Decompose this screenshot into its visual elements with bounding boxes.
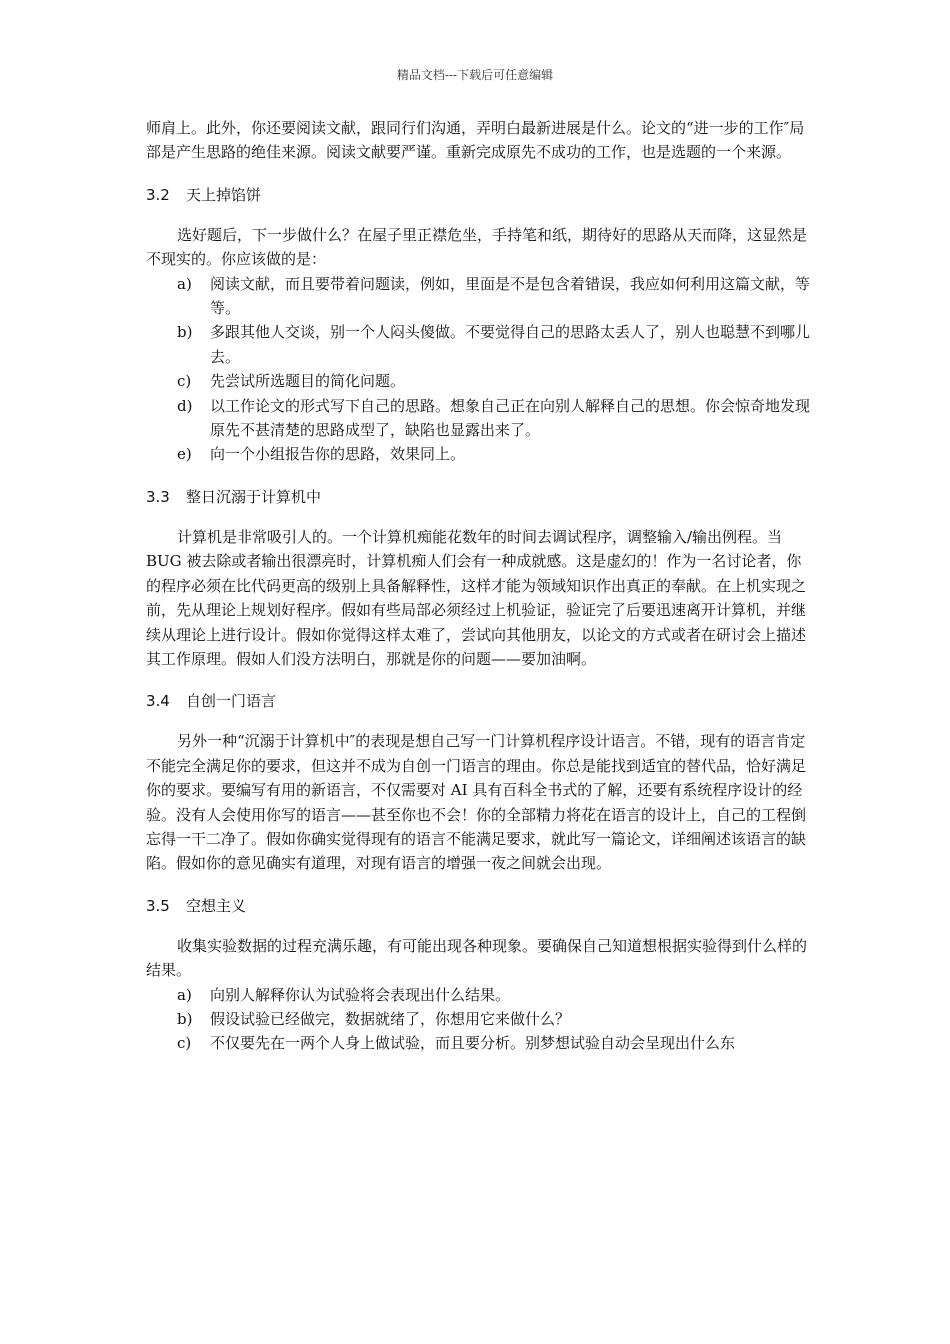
list-item-label: c): [177, 372, 192, 391]
list-item-text: 向一个小组报告你的思路，效果同上。: [210, 445, 466, 464]
list-item: [146, 1007, 810, 1031]
page-content: [146, 116, 810, 1056]
list-item: [146, 442, 810, 466]
list-item: [146, 272, 810, 321]
list-item-text: 多跟其他人交谈，别一个人闷头傻做。不要觉得自己的思路太丢人了，别人也聪慧不到哪儿去。: [210, 323, 811, 366]
list-item: [146, 394, 810, 443]
list-item: [146, 1031, 810, 1055]
section-title: 整日沉溺于计算机中: [186, 487, 322, 506]
list-item-label: a): [177, 274, 192, 293]
section-heading: [146, 183, 810, 207]
section-title: 自创一门语言: [186, 692, 277, 711]
section-heading: [146, 689, 810, 713]
intro-paragraph: 师肩上。此外，你还要阅读文献，跟同行们沟通，弄明白最新进展是什么。论文的“进一步的工作″局部是产生思路的绝佳来源。阅读文献要严谨。重新完成原先不成功的工作，也是选题的一个来源。: [146, 119, 805, 162]
section-list: [146, 983, 810, 1056]
section-title: 空想主义: [186, 896, 247, 915]
page-header: 精品文档---下载后可任意编辑: [396, 68, 554, 82]
list-item: [146, 983, 810, 1007]
section-number: 3.3: [146, 487, 170, 506]
section-paragraph: 收集实验数据的过程充满乐趣，有可能出现各种现象。要确保自己知道想根据实验得到什么样的结果。: [146, 936, 808, 980]
list-item-label: a): [177, 985, 192, 1004]
section-paragraph: 选好题后，下一步做什么？在屋子里正襟危坐，手持笔和纸，期待好的思路从天而降，这显然是不现实的。你应该做的是：: [146, 225, 808, 269]
section-number: 3.4: [146, 692, 170, 711]
list-item-text: 以工作论文的形式写下自己的思路。想象自己正在向别人解释自己的思想。你会惊奇地发现原先不甚清楚的思路成型了，缺陷也显露出来了。: [210, 396, 811, 440]
list-item-text: 向别人解释你认为试验将会表现出什么结果。: [210, 985, 511, 1004]
list-item: [146, 320, 810, 369]
list-item-label: e): [177, 445, 192, 464]
list-item-text: 假设试验已经做完，数据就绪了，你想用它来做什么？: [210, 1009, 571, 1028]
section-number: 3.5: [146, 896, 170, 915]
section-heading: [146, 485, 810, 509]
list-item-text: 不仅要先在一两个人身上做试验，而且要分析。别梦想试验自动会呈现出什么东: [210, 1034, 736, 1053]
list-item-label: b): [177, 323, 193, 342]
section-heading: [146, 894, 810, 918]
section-paragraph: 计算机是非常吸引人的。一个计算机痴能花数年的时间去调试程序，调整输入/输出例程。当 BUG 被去除或者输出很漂亮时，计算机痴人们会有一种成就感。这是虚幻的！作为一名讨论者，你的程序必须在比代码更高的级别上具备解释性，这样才能为领域知识作出真正的奉献。在上机实现之前，先从理论上规划好程序。假如有些局部必须经过上机验证，验证完了后要迅速离开计算机，并继续从理论上进行设计。假如你觉得这样太难了，尝试向其他朋友，以论文的方式或者在研讨会上描述其工作原理。假如人们没方法明白，那就是你的问题——要加油啊。: [146, 527, 807, 668]
list-item-label: b): [177, 1009, 193, 1028]
list-item-text: 阅读文献，而且要带着问题读，例如，里面是不是包含着错误，我应如何利用这篇文献，等等。: [210, 274, 811, 318]
list-item-label: c): [177, 1034, 192, 1053]
section-number: 3.2: [146, 185, 170, 204]
section-list: [146, 272, 810, 467]
list-item-text: 先尝试所选题目的简化问题。: [210, 372, 406, 391]
list-item: [146, 369, 810, 393]
list-item-label: d): [177, 396, 193, 415]
section-paragraph: 另外一种“沉溺于计算机中″的表现是想自己写一门计算机程序设计语言。不错，现有的语言肯定不能完全满足你的要求，但这并不成为自创一门语言的理由。你总是能找到适宜的替代品，恰好满足你的要求。要编写有用的新语言，不仅需要对 AI 具有百科全书式的了解，还要有系统程序设计的经验。没有人会使用你写的语言——甚至你也不会！你的全部精力将花在语言的设计上，自己的工程倒忘得一干二净了。假如你确实觉得现有的语言不能满足要求，就此写一篇论文，详细阐述该语言的缺陷。假如你的意见确实有道理，对现有语言的增强一夜之间就会出现。: [146, 732, 807, 873]
section-title: 天上掉馅饼: [186, 185, 262, 204]
